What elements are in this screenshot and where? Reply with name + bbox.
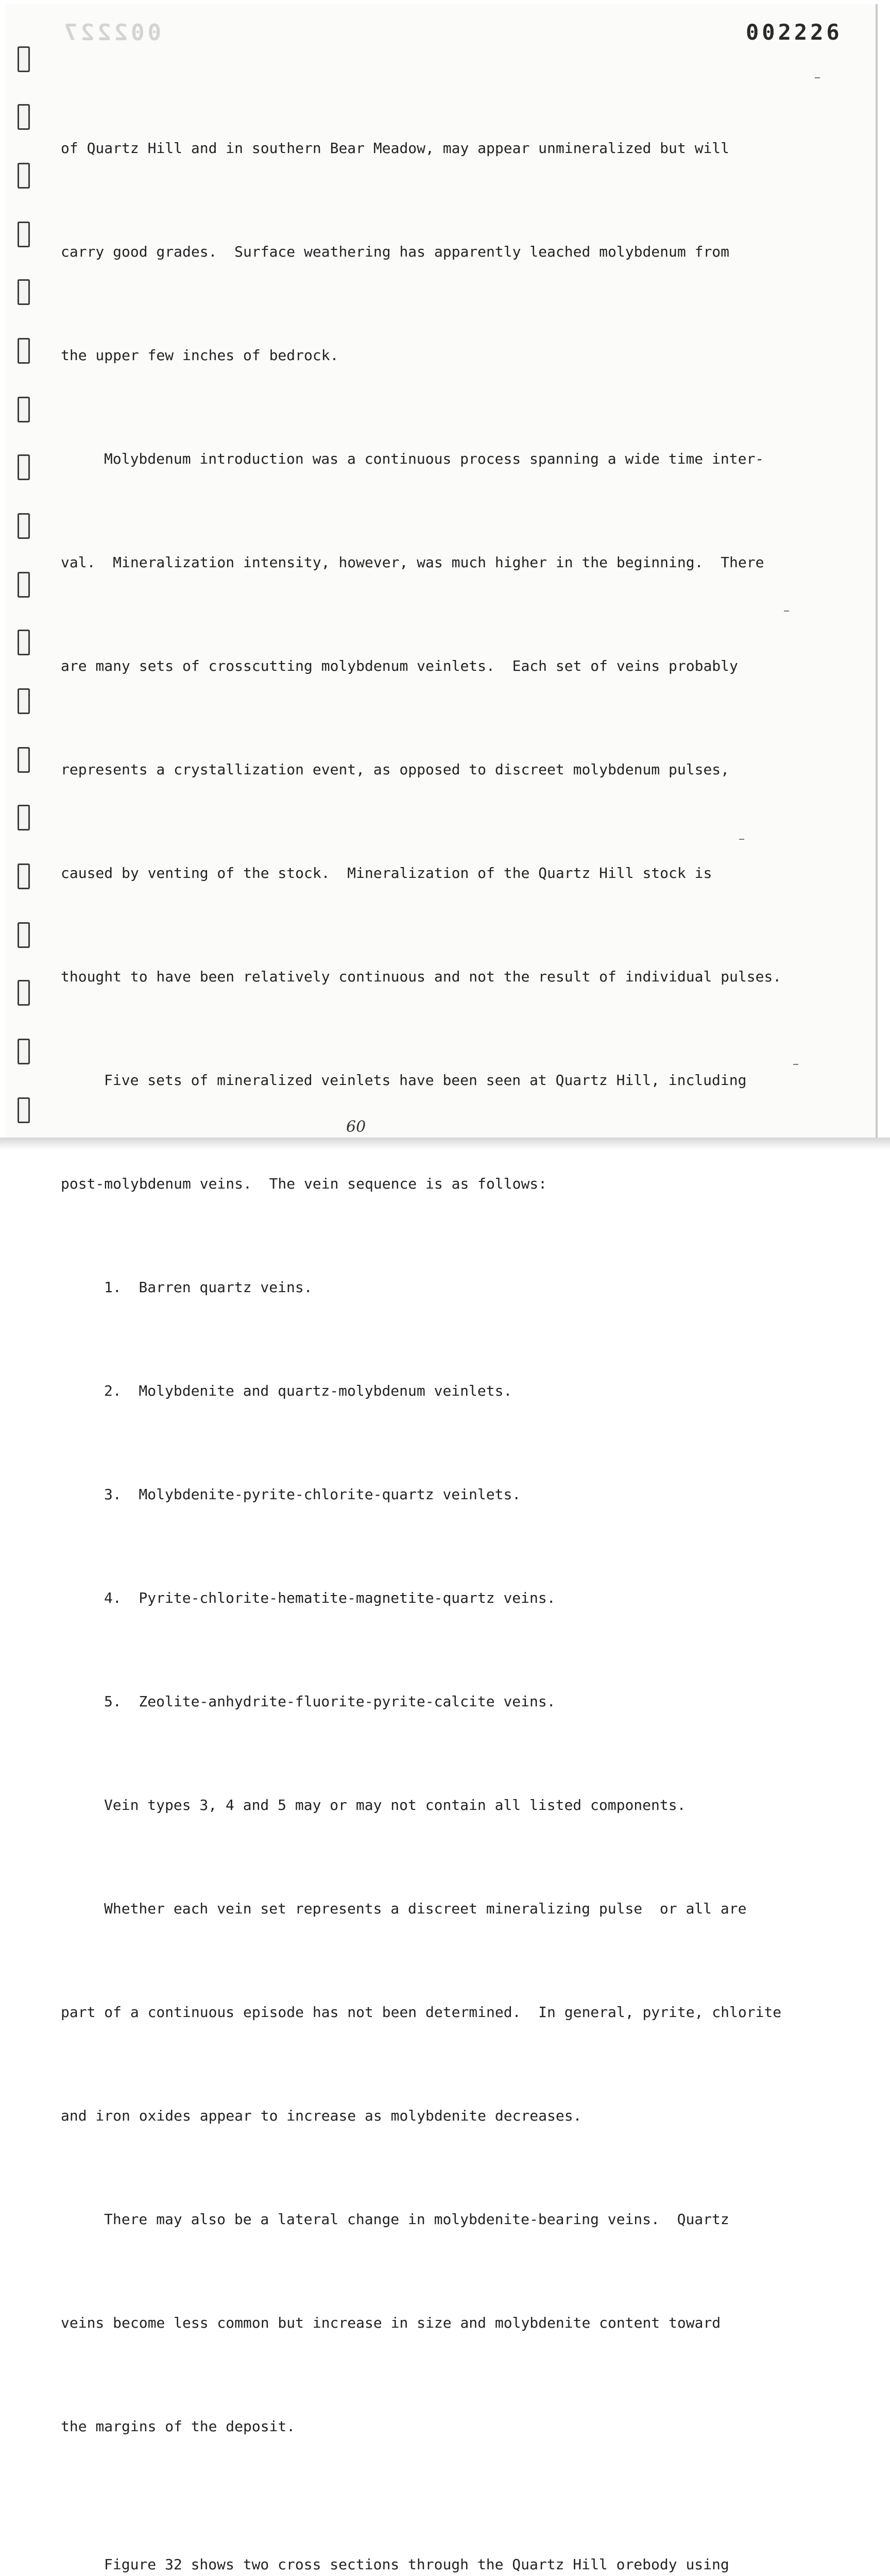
text-line: There may also be a lateral change in molybdenite-bearing veins. Quartz: [104, 2211, 729, 2228]
punch-hole: [18, 104, 30, 130]
margin-mark: [815, 77, 820, 78]
list-item: 3. Molybdenite-pyrite-chlorite-quartz veinlets.: [104, 1486, 521, 1503]
text-line: post-molybdenum veins. The vein sequence is as follows:: [61, 1175, 547, 1192]
punch-hole: [18, 279, 30, 305]
text-line: are many sets of crosscutting molybdenum veinlets. Each set of veins probably: [61, 657, 738, 674]
list-item: 1. Barren quartz veins.: [104, 1279, 313, 1296]
text-line: of Quartz Hill and in southern Bear Meadow, may appear unmineralized but will: [61, 140, 730, 157]
punch-hole: [18, 1097, 30, 1123]
punch-holes: [18, 41, 33, 1123]
text-line: Figure 32 shows two cross sections through the Quartz Hill orebody using: [104, 2556, 729, 2573]
punch-hole: [18, 688, 30, 714]
faded-doc-number: 002227: [61, 20, 161, 46]
text-line: Whether each vein set represents a discreet mineralizing pulse or all are: [104, 1900, 747, 1917]
punch-hole: [18, 1039, 30, 1064]
text-line: veins become less common but increase in size and molybdenite content toward: [61, 2314, 721, 2331]
page-number: 60: [346, 1118, 366, 1136]
text-line: represents a crystallization event, as opposed to discreet molybdenum pulses,: [61, 761, 730, 778]
margin-mark: [793, 1064, 798, 1065]
punch-hole: [18, 397, 30, 422]
list-item: 2. Molybdenite and quartz-molybdenum veinlets.: [104, 1382, 512, 1399]
punch-hole: [18, 980, 30, 1006]
text-line: thought to have been relatively continuous and not the result of individual pulses.: [61, 968, 782, 985]
text-line: Five sets of mineralized veinlets have been seen at Quartz Hill, including: [104, 1072, 747, 1089]
punch-hole: [18, 747, 30, 773]
list-item: 4. Pyrite-chlorite-hematite-magnetite-quartz veins.: [104, 1589, 556, 1606]
punch-hole: [18, 338, 30, 364]
text-line: carry good grades. Surface weathering has apparently leached molybdenum from: [61, 243, 730, 260]
punch-hole: [18, 863, 30, 889]
text-line: part of a continuous episode has not been determined. In general, pyrite, chlorite: [61, 2004, 782, 2021]
punch-hole: [18, 572, 30, 598]
punch-hole: [18, 454, 30, 480]
punch-hole: [18, 163, 30, 189]
punch-hole: [18, 46, 30, 72]
punch-hole: [18, 630, 30, 655]
punch-hole: [18, 805, 30, 831]
punch-hole: [18, 922, 30, 948]
body-text: [61, 62, 792, 2576]
text-line: the upper few inches of bedrock.: [61, 347, 339, 364]
text-line: Molybdenum introduction was a continuous process spanning a wide time inter-: [104, 450, 764, 467]
doc-number: 002226: [746, 20, 843, 45]
punch-hole: [18, 513, 30, 539]
punch-hole: [18, 222, 30, 247]
list-item: 5. Zeolite-anhydrite-fluorite-pyrite-calcite veins.: [104, 1693, 556, 1710]
text-line: caused by venting of the stock. Mineralization of the Quartz Hill stock is: [61, 865, 712, 882]
text-line: and iron oxides appear to increase as molybdenite decreases.: [61, 2107, 582, 2124]
text-line: Vein types 3, 4 and 5 may or may not contain all listed components.: [104, 1797, 686, 1814]
text-line: the margins of the deposit.: [61, 2418, 296, 2435]
text-line: val. Mineralization intensity, however, was much higher in the beginning. There: [61, 554, 764, 571]
